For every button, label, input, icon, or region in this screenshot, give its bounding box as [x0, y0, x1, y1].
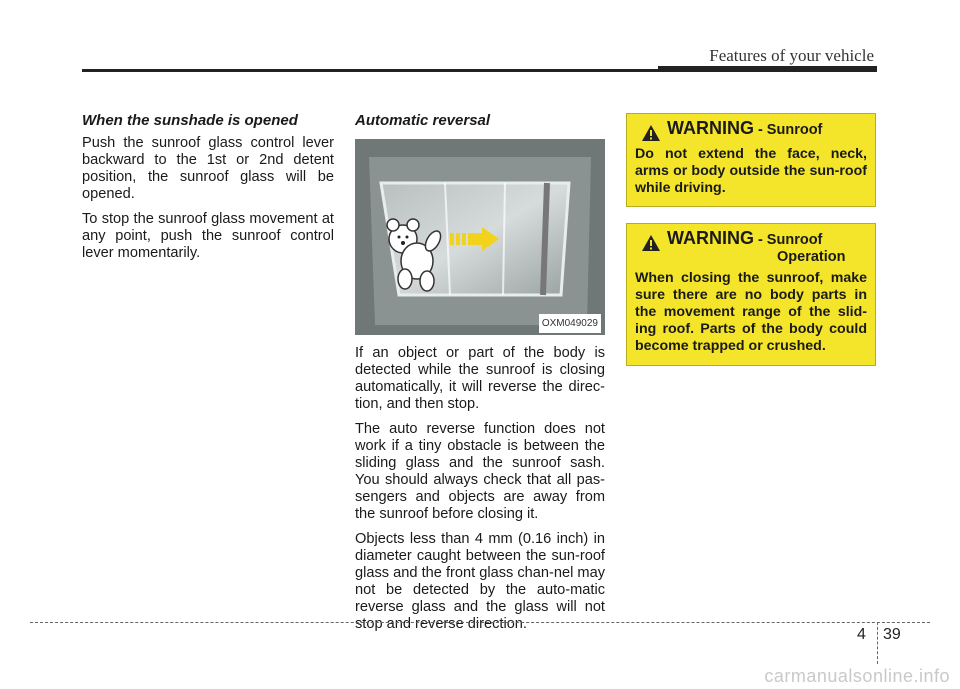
warning-subtitle: - Sunroof: [757, 232, 823, 248]
paragraph: Objects less than 4 mm (0.16 inch) in diameter caught between the sun-roof glass and the front glass chan-nel may not be detected by the auto-matic reverse glass and the glass will not stop and reverse direction.: [355, 531, 605, 632]
warning-box-sunroof-operation: [626, 223, 876, 366]
warning-text: When closing the sunroof, make sure there are no body parts in the movement range of the slid-ing roof. Parts of the body could become trapped or crushed.: [635, 270, 867, 354]
warning-subtitle-line2: Operation: [777, 249, 846, 265]
footer-rule: [30, 622, 930, 623]
paragraph: To stop the sunroof glass movement at any point, push the sunroof control lever momentarily.: [82, 211, 334, 261]
warning-subtitle: - Sunroof: [757, 122, 823, 138]
sunroof-drawing: [355, 139, 605, 335]
warning-word: WARNING: [667, 118, 754, 138]
warning-triangle-icon: [641, 234, 661, 252]
footer-divider: [877, 622, 878, 664]
paragraph: Push the sunroof glass control lever backward to the 1st or 2nd detent position, the sunroof glass will be opened.: [82, 135, 334, 202]
warning-word: WARNING: [667, 228, 754, 248]
left-column: [82, 112, 334, 270]
chapter-number: 4: [857, 626, 866, 643]
middle-column: [355, 112, 605, 641]
watermark: carmanualsonline.info: [764, 666, 950, 686]
figure-code-label: OXM049029: [539, 314, 601, 333]
section-heading-sunshade: When the sunshade is opened: [82, 112, 298, 129]
section-heading-auto-reversal: Automatic reversal: [355, 112, 491, 129]
page-number: 39: [883, 626, 901, 643]
warning-triangle-icon: [641, 124, 661, 142]
paragraph: If an object or part of the body is detected while the sunroof is closing automatically, it will reverse the direc-tion, and then stop.: [355, 345, 605, 412]
warning-box-sunroof: [626, 113, 876, 207]
warning-text: Do not extend the face, neck, arms or body outside the sun-roof while driving.: [635, 146, 867, 196]
header-rule-accent: [658, 66, 877, 72]
sunroof-illustration: [355, 139, 605, 335]
paragraph: The auto reverse function does not work if a tiny obstacle is between the sliding glass and the sunroof sash. You should always check that all pas-sengers and objects are away from the sunroof before closing it.: [355, 421, 605, 522]
warning-header: [641, 120, 867, 142]
page-header-title: Features of your vehicle: [709, 46, 874, 65]
warning-header: [641, 230, 867, 266]
